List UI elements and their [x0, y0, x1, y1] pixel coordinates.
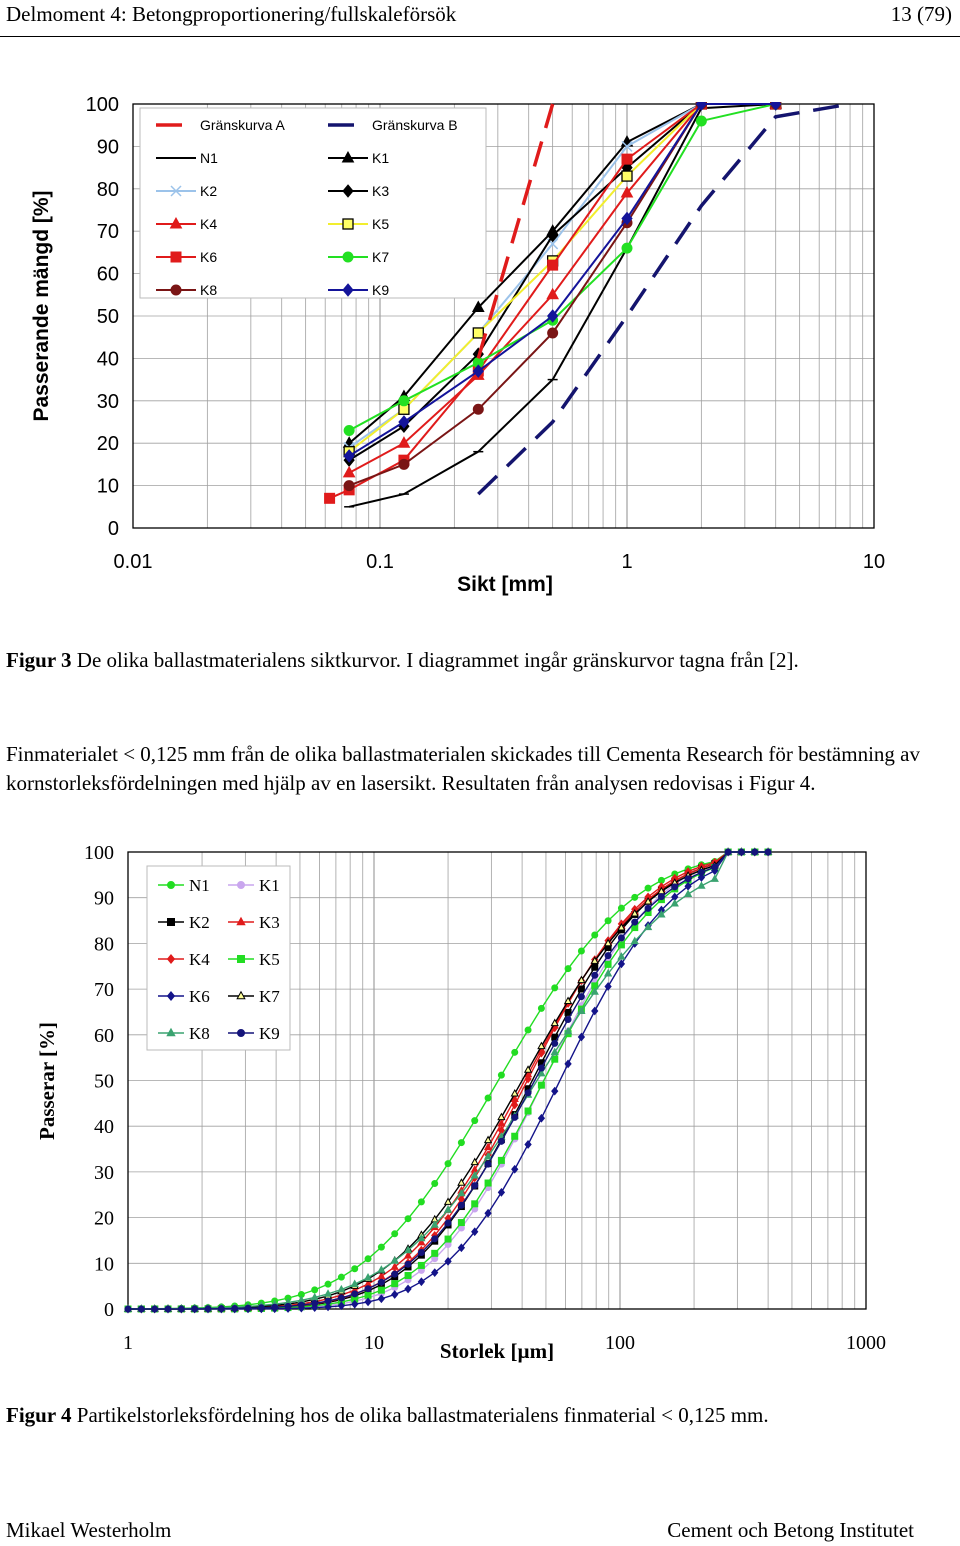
legend-label: K8: [200, 282, 218, 298]
data-point: [622, 154, 632, 164]
data-point: [344, 481, 354, 491]
y-tick-label: 80: [96, 178, 119, 201]
data-point: [399, 459, 409, 469]
data-point: [725, 849, 731, 855]
data-point: [365, 1286, 371, 1292]
data-point: [245, 1305, 251, 1311]
y-tick-label: 70: [96, 221, 119, 244]
legend-marker: [168, 882, 175, 889]
data-point: [538, 1005, 544, 1011]
data-point: [405, 1216, 411, 1222]
data-point: [752, 849, 758, 855]
body-paragraph: Finmaterialet < 0,125 mm från de olika ballastmaterialen skickades till Cementa Research för bestämning av kornstorleksfördelningen med hjälp av en lasersikt. Resultaten från analysen redovisas i Figur 4.: [6, 742, 920, 795]
x-tick-label: 0.1: [366, 551, 394, 573]
data-point: [338, 1295, 344, 1301]
data-point: [365, 1292, 371, 1298]
x-tick-label: 0.01: [113, 551, 153, 573]
legend-box: [140, 108, 486, 298]
data-point: [344, 425, 354, 435]
data-point: [622, 171, 632, 181]
legend-marker: [238, 1030, 245, 1037]
data-point: [698, 869, 704, 875]
legend-label: K9: [259, 1024, 280, 1043]
data-point: [578, 986, 584, 992]
data-point: [352, 1266, 358, 1272]
legend-label: K9: [372, 282, 390, 298]
legend-label: N1: [189, 876, 210, 895]
data-point: [592, 972, 598, 978]
data-point: [405, 1272, 411, 1278]
y-tick-label: 0: [104, 1299, 114, 1321]
data-point: [418, 1199, 424, 1205]
y-tick-label: 30: [94, 1161, 114, 1184]
data-point: [658, 894, 664, 900]
data-point: [525, 1108, 531, 1114]
data-point: [685, 876, 691, 882]
page-number: 13 (79): [890, 2, 952, 26]
legend-label: K2: [200, 183, 218, 199]
data-point: [605, 918, 611, 924]
data-point: [445, 1220, 451, 1226]
data-point: [192, 1306, 198, 1312]
data-point: [472, 1201, 478, 1207]
figure-4-text: Partikelstorleksfördelning hos de olika ballastmaterialens finmaterial < 0,125 mm.: [71, 1403, 769, 1427]
data-point: [432, 1180, 438, 1186]
legend-label: K1: [372, 150, 390, 166]
legend-marker: [238, 956, 245, 963]
legend-label: K4: [189, 950, 210, 969]
data-point: [592, 932, 598, 938]
data-point: [548, 260, 558, 270]
data-point: [525, 1027, 531, 1033]
y-tick-label: 20: [94, 1207, 114, 1230]
figure-4-caption: [6, 1401, 946, 1430]
y-tick-label: 60: [94, 1024, 114, 1047]
data-point: [672, 884, 678, 890]
figure-3-text: De olika ballastmaterialens siktkurvor. I diagrammet ingår gränskurvor tagna från [2].: [71, 648, 799, 672]
data-point: [205, 1306, 211, 1312]
data-point: [125, 1306, 131, 1312]
data-point: [445, 1161, 451, 1167]
data-point: [498, 1072, 504, 1078]
data-point: [418, 1278, 424, 1285]
legend-marker: [171, 285, 181, 295]
y-tick-label: 50: [94, 1070, 114, 1093]
data-point: [632, 894, 638, 900]
data-point: [618, 905, 624, 911]
data-point: [258, 1305, 264, 1311]
legend-label: K5: [259, 950, 280, 969]
data-point: [485, 1095, 491, 1101]
data-point: [218, 1306, 224, 1312]
legend-marker: [343, 219, 353, 229]
sieve-curve-chart: [0, 36, 960, 646]
data-point: [565, 1009, 571, 1015]
data-point: [552, 1088, 558, 1095]
data-point: [285, 1303, 291, 1309]
data-point: [565, 1017, 571, 1023]
data-point: [392, 1281, 398, 1287]
x-tick-label: 10: [862, 551, 886, 573]
x-tick-label: 1000: [846, 1332, 886, 1354]
data-point: [392, 1291, 398, 1298]
legend-label: Gränskurva B: [372, 117, 458, 133]
data-point: [312, 1287, 318, 1293]
data-point: [325, 1298, 331, 1304]
data-point: [712, 864, 718, 870]
y-tick-label: 10: [96, 475, 119, 498]
x-tick-label: 1: [123, 1332, 133, 1354]
legend-label: K4: [200, 216, 218, 232]
data-point: [432, 1250, 438, 1256]
data-point: [458, 1202, 464, 1208]
data-point: [618, 942, 624, 948]
data-point: [418, 1262, 424, 1268]
data-point: [765, 849, 771, 855]
data-point: [138, 1306, 144, 1312]
legend-label: K7: [259, 987, 280, 1006]
figure-3-caption: [6, 646, 906, 675]
legend-label: K3: [372, 183, 390, 199]
page-header: [0, 0, 960, 37]
data-point: [565, 1060, 571, 1067]
data-point: [338, 1274, 344, 1280]
data-point: [538, 1065, 544, 1071]
y-tick-label: 40: [94, 1116, 114, 1139]
data-point: [378, 1244, 384, 1250]
data-point: [152, 1306, 158, 1312]
data-point: [578, 994, 584, 1000]
data-point: [472, 1183, 478, 1189]
data-point: [458, 1220, 464, 1226]
data-point: [445, 1236, 451, 1242]
y-tick-label: 90: [94, 887, 114, 910]
legend-label: K6: [189, 987, 210, 1006]
data-point: [645, 885, 651, 891]
data-point: [711, 875, 718, 881]
data-point: [272, 1304, 278, 1310]
data-point: [312, 1300, 318, 1306]
data-point: [325, 493, 335, 503]
legend: [140, 108, 486, 298]
data-point: [352, 1291, 358, 1297]
y-tick-label: 100: [84, 842, 114, 864]
data-point: [378, 1287, 384, 1293]
data-point: [405, 1285, 411, 1292]
data-point: [165, 1306, 171, 1312]
data-point: [552, 985, 558, 991]
y-axis-title: Passerar [%]: [35, 1022, 59, 1140]
footer-author: Mikael Westerholm: [6, 1518, 172, 1542]
legend-marker: [343, 252, 353, 262]
data-point: [538, 1082, 544, 1088]
legend-label: K8: [189, 1024, 210, 1043]
x-axis-title: Storlek [µm]: [439, 1339, 555, 1363]
data-point: [512, 1114, 518, 1120]
data-point: [738, 849, 744, 855]
y-tick-label: 60: [96, 263, 119, 286]
data-point: [512, 1133, 518, 1139]
data-point: [548, 328, 558, 338]
data-point: [552, 1056, 558, 1062]
data-point: [525, 1090, 531, 1096]
x-axis-title: Sikt [mm]: [457, 573, 553, 596]
data-point: [552, 1040, 558, 1046]
footer-institute: Cement och Betong Institutet: [667, 1518, 914, 1542]
legend-label: Gränskurva A: [200, 117, 285, 133]
data-point: [418, 1250, 424, 1256]
y-tick-label: 50: [96, 306, 119, 328]
data-point: [512, 1049, 518, 1055]
figure-4-label: Figur 4: [6, 1403, 72, 1427]
data-point: [645, 905, 651, 911]
data-point: [498, 1138, 504, 1144]
y-tick-label: 100: [85, 94, 119, 116]
y-tick-label: 90: [96, 136, 119, 159]
data-point: [392, 1231, 398, 1237]
particle-size-chart: [0, 836, 960, 1396]
y-tick-label: 10: [94, 1253, 114, 1276]
document-title: Delmoment 4: Betongproportionering/fullskaleförsök: [6, 2, 457, 26]
data-point: [325, 1281, 331, 1287]
data-point: [538, 1115, 544, 1122]
data-point: [472, 1118, 478, 1124]
data-point: [565, 966, 571, 972]
x-tick-label: 1: [621, 551, 633, 573]
data-point: [473, 404, 483, 414]
legend-marker: [168, 919, 175, 926]
y-axis-title: Passerande mängd [%]: [30, 190, 53, 422]
data-point: [473, 328, 483, 338]
data-point: [232, 1306, 238, 1312]
data-point: [399, 396, 409, 406]
data-point: [405, 1261, 411, 1267]
data-point: [578, 948, 584, 954]
x-tick-label: 100: [605, 1332, 635, 1354]
data-point: [298, 1302, 304, 1308]
legend: [147, 866, 290, 1050]
data-point: [485, 1161, 491, 1167]
data-point: [632, 919, 638, 925]
data-point: [671, 900, 678, 906]
data-point: [365, 1256, 371, 1262]
y-tick-label: 80: [94, 933, 114, 956]
data-point: [178, 1306, 184, 1312]
data-point: [485, 1180, 491, 1186]
data-point: [458, 1140, 464, 1146]
data-point: [605, 953, 611, 959]
data-point: [605, 961, 611, 967]
y-tick-label: 70: [94, 979, 114, 1002]
data-point: [696, 116, 706, 126]
legend-marker: [171, 252, 181, 262]
figure-3-label: Figur 3: [6, 648, 72, 672]
y-tick-label: 0: [107, 518, 119, 540]
y-tick-label: 20: [96, 433, 119, 456]
x-tick-label: 10: [364, 1332, 384, 1354]
data-point: [622, 243, 632, 253]
legend-label: N1: [200, 150, 218, 166]
data-point: [432, 1236, 438, 1242]
data-point: [392, 1271, 398, 1277]
legend-label: K3: [259, 913, 280, 932]
y-tick-label: 30: [96, 390, 119, 413]
data-point: [378, 1279, 384, 1285]
legend-marker: [238, 882, 245, 889]
legend-label: K6: [200, 249, 218, 265]
y-tick-label: 40: [96, 348, 119, 371]
legend-label: K7: [372, 249, 390, 265]
legend-label: K2: [189, 913, 210, 932]
data-point: [618, 935, 624, 941]
data-point: [498, 1157, 504, 1163]
legend-label: K1: [259, 876, 280, 895]
legend-label: K5: [372, 216, 390, 232]
